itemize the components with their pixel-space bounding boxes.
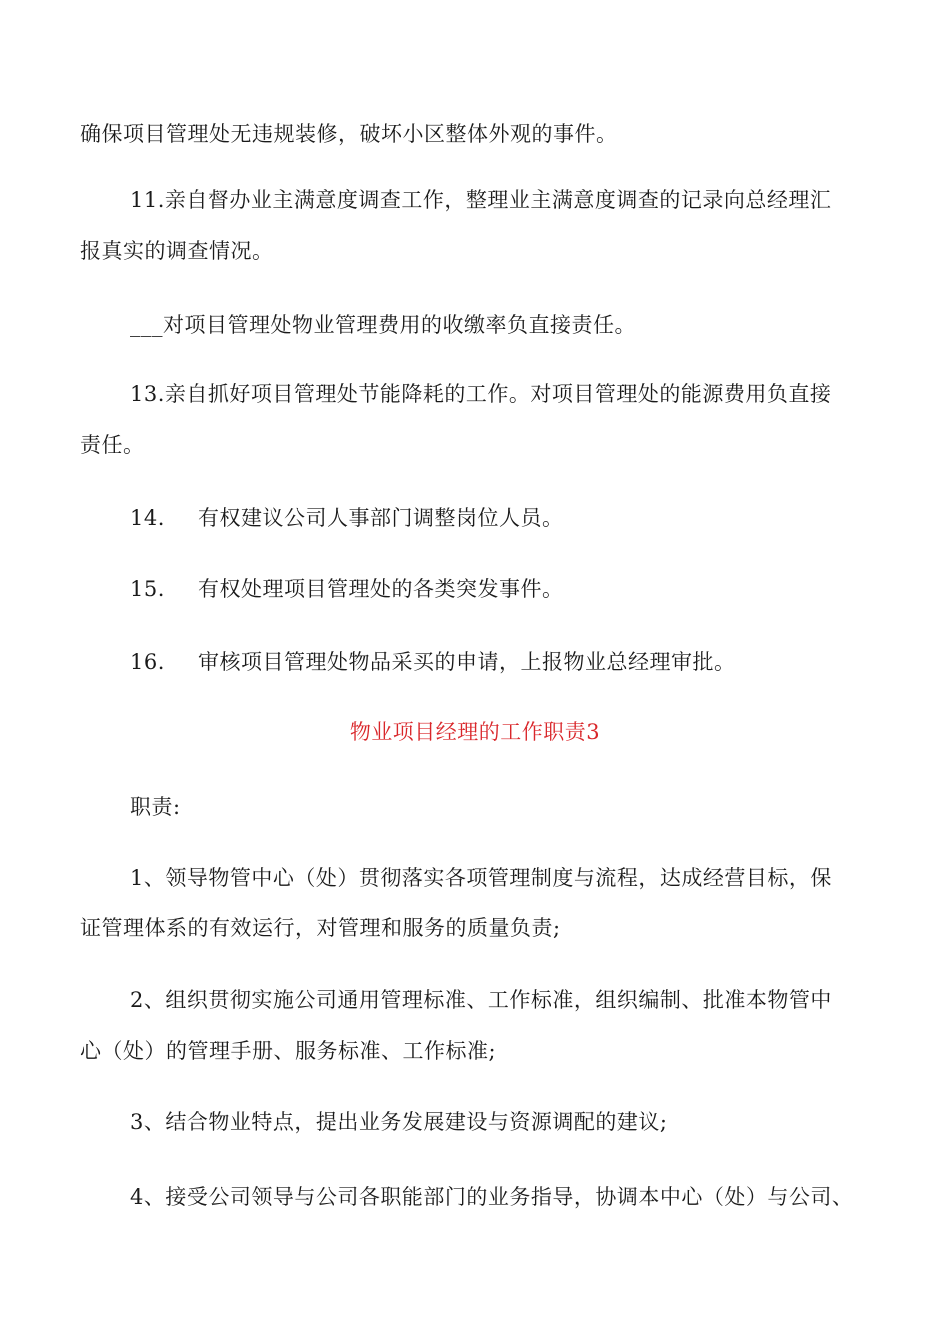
item-14 — [130, 506, 564, 530]
duty-1-line-2: 证管理体系的有效运行，对管理和服务的质量负责; — [80, 916, 561, 940]
duty-3: 3、结合物业特点，提出业务发展建设与资源调配的建议; — [130, 1110, 668, 1134]
item-14-number: 14. — [130, 506, 165, 530]
item-15-number: 15. — [130, 577, 165, 601]
item-13-line-1: 13.亲自抓好项目管理处节能降耗的工作。对项目管理处的能源费用负直接 — [130, 382, 832, 406]
item-13-line-2: 责任。 — [80, 433, 145, 457]
item-14-text: 有权建议公司人事部门调整岗位人员。 — [198, 506, 564, 530]
item-15 — [130, 577, 564, 601]
item-16-text: 审核项目管理处物品采买的申请，上报物业总经理审批。 — [198, 650, 736, 674]
item-11-line-2: 报真实的调查情况。 — [80, 239, 274, 263]
item-12: ___对项目管理处物业管理费用的收缴率负直接责任。 — [130, 313, 636, 337]
item-16 — [130, 650, 736, 674]
item-15-text: 有权处理项目管理处的各类突发事件。 — [198, 577, 564, 601]
item-16-number: 16. — [130, 650, 165, 674]
duty-label: 职责: — [130, 795, 181, 819]
duty-1-line-1: 1、领导物管中心（处）贯彻落实各项管理制度与流程，达成经营目标，保 — [130, 866, 832, 890]
section-heading: 物业项目经理的工作职责3 — [349, 720, 601, 744]
duty-2-line-1: 2、组织贯彻实施公司通用管理标准、工作标准，组织编制、批准本物管中 — [130, 988, 832, 1012]
duty-4-line-1: 4、接受公司领导与公司各职能部门的业务指导，协调本中心（处）与公司、 — [130, 1185, 854, 1209]
paragraph-continuation: 确保项目管理处无违规装修，破坏小区整体外观的事件。 — [80, 122, 618, 146]
item-11-line-1: 11.亲自督办业主满意度调查工作，整理业主满意度调查的记录向总经理汇 — [130, 188, 832, 212]
duty-2-line-2: 心（处）的管理手册、服务标准、工作标准; — [80, 1039, 497, 1063]
